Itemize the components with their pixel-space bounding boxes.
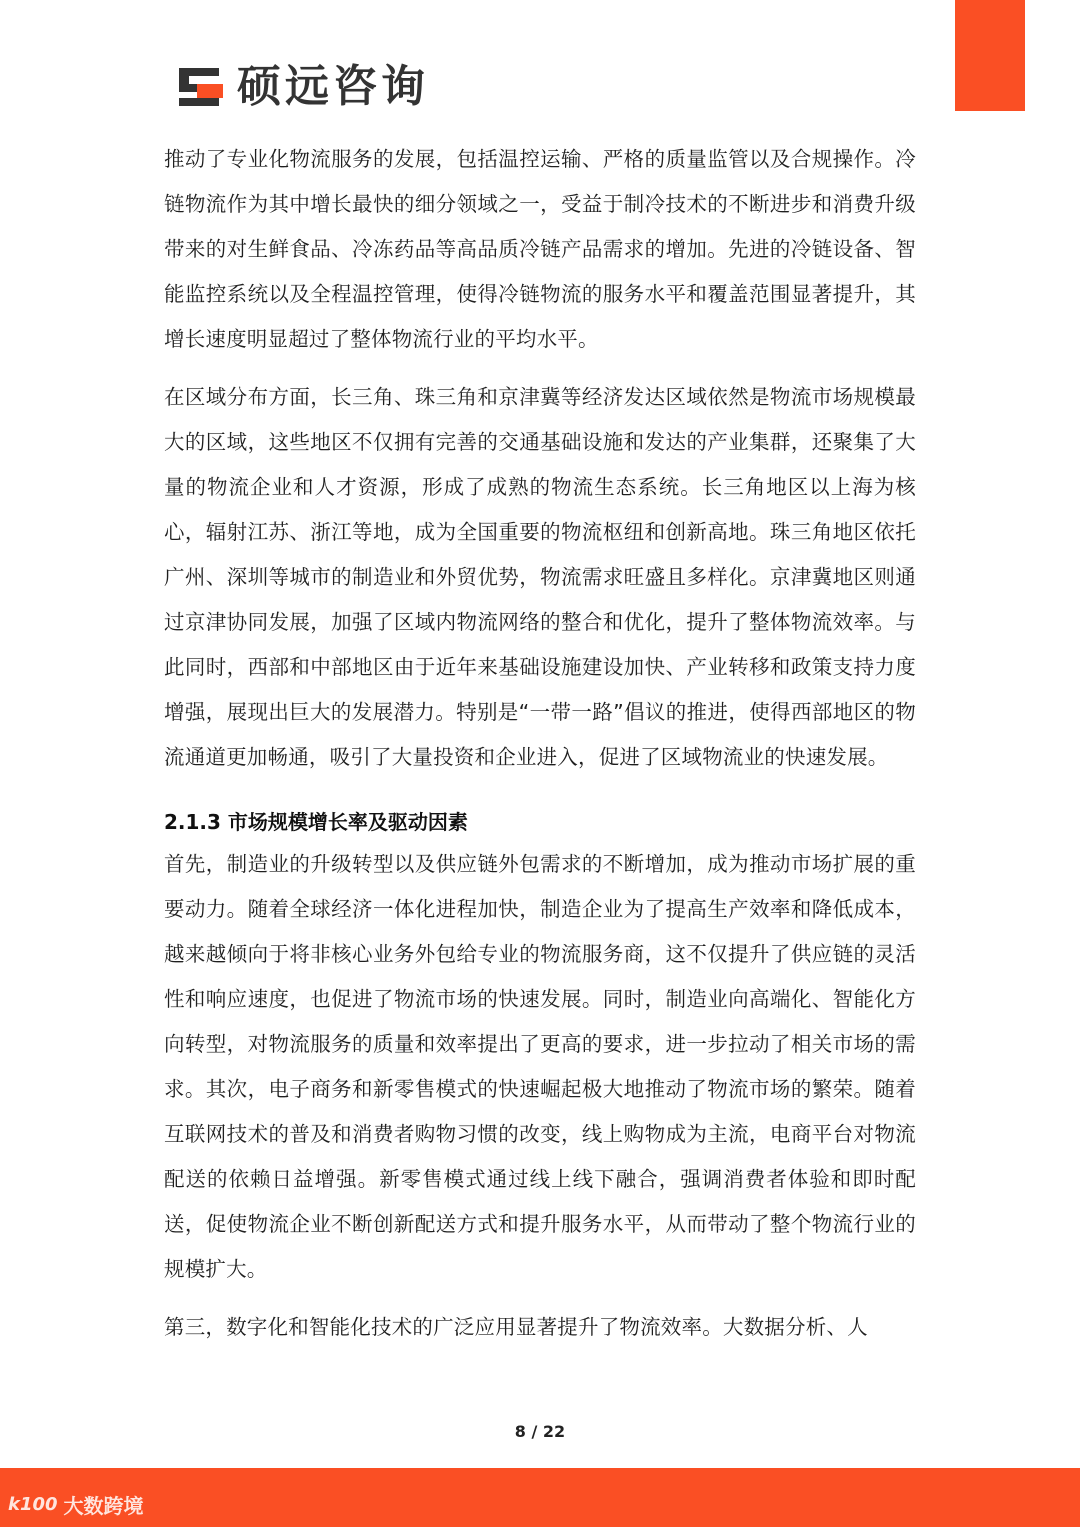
brand-logo bbox=[175, 62, 429, 112]
corner-accent-block bbox=[955, 0, 1025, 111]
section-heading: 2.1.3 市场规模增长率及驱动因素 bbox=[164, 810, 468, 834]
footer-bar bbox=[0, 1468, 1080, 1527]
paragraph: 第三，数字化和智能化技术的广泛应用显著提升了物流效率。大数据分析、人 bbox=[164, 1315, 868, 1339]
logo-mark-icon bbox=[175, 64, 227, 110]
page-number: 8 / 22 bbox=[514, 1422, 566, 1441]
document-body bbox=[164, 137, 916, 1350]
paragraph: 首先，制造业的升级转型以及供应链外包需求的不断增加，成为推动市场扩展的重要动力。随着全球经济一体化进程加快，制造企业为了提高生产效率和降低成本，越来越倾向于将非核心业务外包给专业的物流服务商，这不仅提升了供应链的灵活性和响应速度，也促进了物流市场的快速发展。同时，制造业向高端化、智能化方向转型，对物流服务的质量和效率提出了更高的要求，进一步拉动了相关市场的需求。其次，电子商务和新零售模式的快速崛起极大地推动了物流市场的繁荣。随着互联网技术的普及和消费者购物习惯的改变，线上购物成为主流，电商平台对物流配送的依赖日益增强。新零售模式通过线上线下融合，强调消费者体验和即时配送，促使物流企业不断创新配送方式和提升服务水平，从而带动了整个物流行业的规模扩大。 bbox=[164, 852, 916, 1281]
watermark-logo-icon: k100 bbox=[8, 1494, 58, 1515]
watermark-text: 大数跨境 bbox=[63, 1494, 144, 1518]
watermark bbox=[8, 1490, 144, 1519]
paragraph: 在区域分布方面，长三角、珠三角和京津冀等经济发达区域依然是物流市场规模最大的区域，这些地区不仅拥有完善的交通基础设施和发达的产业集群，还聚集了大量的物流企业和人才资源，形成了成熟的物流生态系统。长三角地区以上海为核心，辐射江苏、浙江等地，成为全国重要的物流枢纽和创新高地。珠三角地区依托广州、深圳等城市的制造业和外贸优势，物流需求旺盛且多样化。京津冀地区则通过京津协同发展，加强了区域内物流网络的整合和优化，提升了整体物流效率。与此同时，西部和中部地区由于近年来基础设施建设加快、产业转移和政策支持力度增强，展现出巨大的发展潜力。特别是“一带一路”倡议的推进，使得西部地区的物流通道更加畅通，吸引了大量投资和企业进入，促进了区域物流业的快速发展。 bbox=[164, 385, 916, 769]
paragraph: 推动了专业化物流服务的发展，包括温控运输、严格的质量监管以及合规操作。冷链物流作为其中增长最快的细分领域之一，受益于制冷技术的不断进步和消费升级带来的对生鲜食品、冷冻药品等高品质冷链产品需求的增加。先进的冷链设备、智能监控系统以及全程温控管理，使得冷链物流的服务水平和覆盖范围显著提升，其增长速度明显超过了整体物流行业的平均水平。 bbox=[164, 147, 916, 351]
logo-text: 硕远咨询 bbox=[237, 61, 429, 112]
